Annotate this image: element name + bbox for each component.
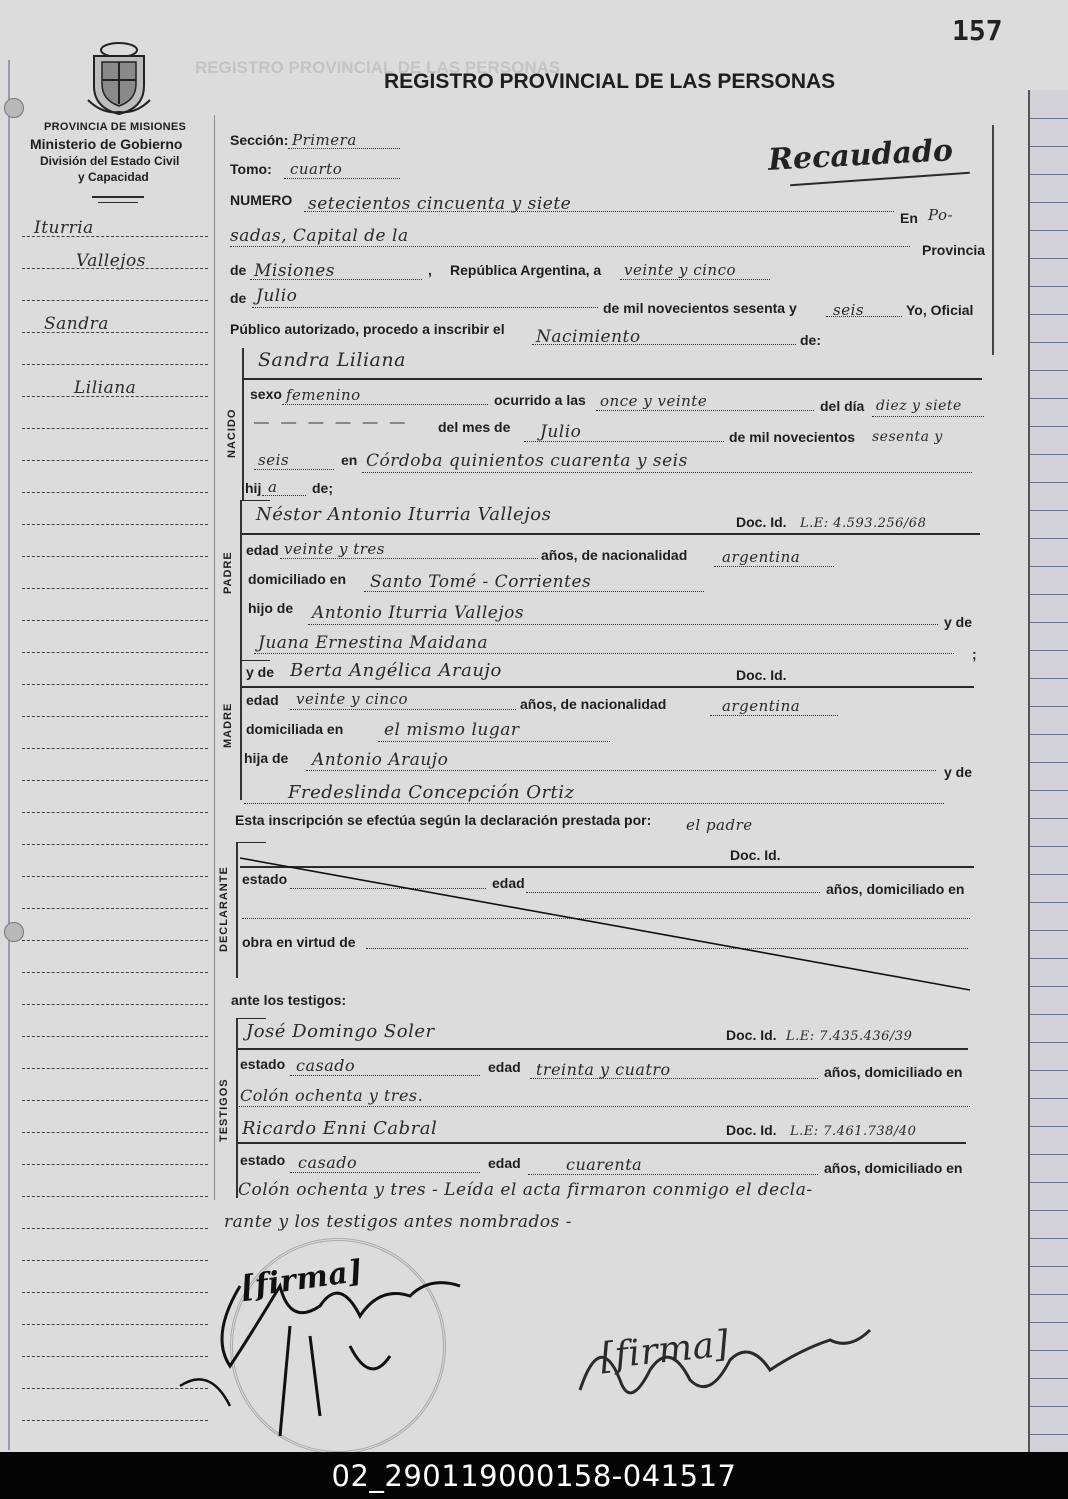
section-top-rule	[236, 1018, 266, 1019]
dotted-fill	[596, 410, 814, 411]
madre-dom-value: el mismo lugar	[384, 720, 520, 740]
letterhead-province: PROVINCIA DE MISIONES	[44, 121, 187, 133]
dotted-fill	[254, 469, 334, 470]
ruled-line	[1030, 1098, 1068, 1099]
declarante-estado-label: estado	[242, 871, 288, 887]
testigo2-edad-label: edad	[488, 1155, 521, 1171]
margin-line	[22, 620, 208, 621]
ruled-line	[1030, 1406, 1068, 1407]
hij-label: hij	[245, 480, 262, 496]
testigo1-anios-dom: años, domiciliado en	[824, 1064, 963, 1080]
madre-edad-value: veinte y cinco	[296, 690, 409, 708]
ruled-line	[1030, 482, 1068, 483]
testigo1-nombre: José Domingo Soler	[246, 1021, 435, 1042]
padre-edad-value: veinte y tres	[284, 540, 385, 558]
declarante-anios-dom: años, domiciliado en	[826, 881, 965, 897]
signature-1: [firma]	[238, 1253, 366, 1306]
del-dia-label: del día	[820, 398, 865, 414]
provincia-label: Provincia	[922, 242, 986, 258]
ruled-line	[1030, 538, 1068, 539]
mes-label: del mes de	[438, 419, 511, 435]
seccion-label: Sección:	[230, 132, 289, 148]
margin-line	[22, 972, 208, 973]
anio-value: seis	[833, 301, 865, 319]
madre-y-de-2: y de	[944, 764, 973, 780]
declarante-edad-label: edad	[492, 875, 525, 891]
madre-doc-label: Doc. Id.	[736, 667, 787, 683]
ruled-line	[1030, 1350, 1068, 1351]
ruled-line	[1030, 1378, 1068, 1379]
margin-line	[22, 588, 208, 589]
madre-madre-nombre: Fredeslinda Concepción Ortiz	[288, 782, 575, 803]
name-rule	[242, 533, 980, 535]
ruled-line	[1030, 650, 1068, 651]
seccion-value: Primera	[292, 131, 357, 149]
dotted-fill	[362, 472, 972, 473]
de-label: de	[230, 262, 247, 278]
cancel-stroke	[236, 840, 976, 992]
de-label-2: de	[230, 290, 247, 306]
ruled-line	[1030, 1238, 1068, 1239]
ruled-line	[1030, 902, 1068, 903]
dotted-fill	[306, 770, 936, 771]
ruled-line	[1030, 818, 1068, 819]
testigo2-edad-value: cuarenta	[566, 1155, 643, 1174]
margin-line	[22, 876, 208, 877]
madre-nac-label: años, de nacionalidad	[520, 696, 667, 712]
margin-line	[22, 1036, 208, 1037]
numero-label: NUMERO	[230, 192, 293, 208]
margin-line	[22, 1228, 208, 1229]
testigo2-doc-value: L.E: 7.461.738/40	[790, 1124, 917, 1139]
margin-line	[22, 908, 208, 909]
section-label-testigos: TESTIGOS	[218, 1078, 230, 1142]
margin-line	[22, 1068, 208, 1069]
dotted-fill	[620, 279, 770, 280]
ruled-line	[1030, 1126, 1068, 1127]
ruled-line	[1030, 426, 1068, 427]
name-rule	[242, 686, 974, 688]
margin-line	[22, 684, 208, 685]
hij-value: a	[268, 478, 278, 496]
padre-y-de: y de	[944, 614, 973, 630]
madre-hija-value: Antonio Araujo	[312, 750, 449, 770]
ruled-line	[1030, 846, 1068, 847]
padre-madre-nombre: Juana Ernestina Maidana	[258, 633, 488, 653]
ruled-line	[1030, 678, 1068, 679]
madre-nac-value: argentina	[722, 697, 801, 715]
signature-1-stroke	[170, 1246, 490, 1446]
declarante-doc-label: Doc. Id.	[730, 847, 781, 863]
margin-line	[22, 748, 208, 749]
section-top-rule	[240, 660, 270, 661]
margin-surname-1: Iturria	[34, 218, 94, 238]
ruled-line	[1030, 146, 1068, 147]
en-label: En	[900, 210, 918, 226]
margin-line	[22, 844, 208, 845]
ruled-line	[1030, 1294, 1068, 1295]
comma: ,	[428, 262, 432, 278]
margin-line	[22, 460, 208, 461]
dotted-fill	[530, 1078, 818, 1079]
closing-line-2: rante y los testigos antes nombrados -	[224, 1212, 572, 1232]
publico-label: Público autorizado, procedo a inscribir el	[230, 321, 505, 337]
ruled-line	[1030, 1182, 1068, 1183]
margin-line	[22, 364, 208, 365]
section-rule	[242, 348, 244, 500]
en-lugar-label: en	[341, 452, 358, 468]
dotted-fill	[254, 653, 954, 654]
margin-given-name-2: Liliana	[74, 378, 137, 398]
anio-nacimiento-value-2: seis	[258, 451, 290, 469]
binder-hole	[4, 98, 24, 118]
ruled-line	[1030, 594, 1068, 595]
padre-nombre: Néstor Antonio Iturria Vallejos	[256, 504, 552, 525]
dotted-fill	[250, 279, 422, 280]
acto-value: Nacimiento	[536, 327, 641, 347]
ruled-line	[1030, 454, 1068, 455]
dotted-fill	[262, 495, 306, 496]
dotted-fill	[364, 591, 704, 592]
margin-line	[22, 1004, 208, 1005]
declarante-obra-label: obra en virtud de	[242, 934, 356, 950]
dotted-fill	[282, 404, 488, 405]
padre-dom-value: Santo Tomé - Corrientes	[370, 572, 592, 592]
madre-hija-label: hija de	[244, 750, 289, 766]
ante-testigos-label: ante los testigos:	[231, 992, 347, 1008]
name-rule	[238, 1142, 966, 1144]
declaracion-value: el padre	[686, 816, 753, 834]
dotted-fill	[290, 1172, 480, 1173]
margin-line	[22, 1100, 208, 1101]
letterhead-ministry: Ministerio de Gobierno	[30, 136, 183, 152]
coat-of-arms-icon	[84, 40, 154, 116]
dotted-fill	[230, 246, 910, 247]
ruled-line	[1030, 314, 1068, 315]
mes-value: Julio	[256, 286, 298, 306]
faded-header: REGISTRO PROVINCIAL DE LAS PERSONAS	[195, 58, 561, 77]
testigo1-estado-label: estado	[240, 1056, 286, 1072]
margin-line	[22, 524, 208, 525]
section-label-declarante: DECLARANTE	[218, 866, 230, 952]
testigo1-estado-value: casado	[296, 1056, 356, 1075]
madre-y-de: y de	[246, 664, 275, 680]
dotted-fill	[826, 316, 902, 317]
ruled-line	[1030, 118, 1068, 119]
footer-identifier: 02_290119000158-041517	[0, 1452, 1068, 1499]
testigo2-anios-dom: años, domiciliado en	[824, 1160, 963, 1176]
madre-dom-label: domiciliada en	[246, 721, 344, 737]
ruled-line	[1030, 1322, 1068, 1323]
form-vertical-rule	[214, 115, 215, 1200]
margin-line	[22, 556, 208, 557]
margin-line	[22, 428, 208, 429]
dotted-fill	[284, 178, 400, 179]
dotted-fill	[252, 307, 598, 308]
ruled-line	[1030, 706, 1068, 707]
ruled-line	[1030, 258, 1068, 259]
mil-nacimiento-label: de mil novecientos	[729, 429, 856, 445]
padre-doc-value: L.E: 4.593.256/68	[800, 516, 927, 531]
ruled-line	[1030, 1266, 1068, 1267]
ruled-line	[1030, 734, 1068, 735]
name-rule	[238, 1048, 968, 1050]
ruled-line	[1030, 1154, 1068, 1155]
ruled-line	[1030, 874, 1068, 875]
provincia-value: Misiones	[254, 261, 335, 281]
ruled-line	[1030, 1434, 1068, 1435]
dotted-fill	[528, 1174, 818, 1175]
margin-line	[22, 780, 208, 781]
margin-line	[22, 1164, 208, 1165]
ruled-line	[1030, 1014, 1068, 1015]
ruled-line	[1030, 510, 1068, 511]
dia-nacimiento-value: diez y siete	[876, 398, 962, 414]
margin-line	[22, 652, 208, 653]
dotted-fill	[236, 1106, 970, 1107]
dotted-fill	[290, 709, 516, 710]
dotted-fill	[714, 566, 834, 567]
sexo-label: sexo	[250, 386, 282, 402]
letterhead-division-1: División del Estado Civil	[40, 154, 180, 168]
madre-edad-label: edad	[246, 692, 279, 708]
yo-oficial-label: Yo, Oficial	[906, 302, 974, 318]
right-frame-rule	[992, 125, 994, 355]
ruled-line	[1030, 986, 1068, 987]
tomo-label: Tomo:	[230, 161, 272, 177]
testigo1-dom-value: Colón ochenta y tres.	[240, 1086, 424, 1105]
mil-label: de mil novecientos sesenta y	[603, 300, 797, 316]
margin-line	[22, 300, 208, 301]
dia-value: veinte y cinco	[624, 261, 737, 279]
ruled-line	[1030, 342, 1068, 343]
left-margin-rule	[8, 60, 10, 1450]
padre-semicolon: ;	[972, 646, 977, 662]
de-colon-label: de:	[800, 332, 821, 348]
testigo1-doc-value: L.E: 7.435.436/39	[786, 1029, 913, 1044]
letterhead-rule	[98, 202, 138, 203]
dotted-fill	[710, 715, 838, 716]
de-semicolon: de;	[312, 480, 333, 496]
padre-nac-label: años, de nacionalidad	[541, 547, 688, 563]
ruled-line	[1030, 622, 1068, 623]
testigo2-doc-label: Doc. Id.	[726, 1122, 777, 1138]
closing-line-1: Colón ochenta y tres - Leída el acta firmaron conmigo el decla-	[238, 1180, 813, 1200]
ruled-line	[1030, 1070, 1068, 1071]
right-page-edge	[1028, 90, 1068, 1452]
testigo2-estado-value: casado	[298, 1153, 358, 1172]
section-rule	[240, 500, 242, 660]
testigo2-estado-label: estado	[240, 1152, 286, 1168]
declaracion-text: Esta inscripción se efectúa según la declaración prestada por:	[235, 812, 652, 828]
margin-line	[22, 492, 208, 493]
page-number: 157	[952, 14, 1003, 47]
padre-edad-label: edad	[246, 542, 279, 558]
ocurrido-label: ocurrido a las	[494, 392, 586, 408]
name-rule	[242, 378, 982, 380]
lugar-value: Córdoba quinientos cuarenta y seis	[366, 451, 688, 471]
ruled-line	[1030, 370, 1068, 371]
section-label-madre: MADRE	[222, 702, 234, 748]
ruled-line	[1030, 762, 1068, 763]
dotted-fill	[288, 148, 400, 149]
dotted-fill	[378, 741, 610, 742]
section-label-padre: PADRE	[222, 551, 234, 594]
margin-line	[22, 1132, 208, 1133]
padre-doc-label: Doc. Id.	[736, 514, 787, 530]
margin-given-name-1: Sandra	[44, 314, 109, 334]
testigo1-doc-label: Doc. Id.	[726, 1027, 777, 1043]
en-value-2: sadas, Capital de la	[230, 226, 409, 246]
dotted-fill	[532, 344, 796, 345]
document-title: REGISTRO PROVINCIAL DE LAS PERSONAS	[384, 70, 836, 93]
ruled-line	[1030, 202, 1068, 203]
ruled-line	[1030, 1210, 1068, 1211]
republica-label: República Argentina, a	[450, 262, 602, 278]
testigo1-edad-value: treinta y cuatro	[536, 1060, 671, 1079]
dash-fill: — — — — — —	[254, 414, 409, 431]
section-rule	[240, 660, 242, 800]
margin-line	[22, 1196, 208, 1197]
signature-2: [firma]	[598, 1323, 732, 1378]
letterhead-division-2: y Capacidad	[78, 170, 149, 184]
mes-nacimiento-value: Julio	[540, 422, 582, 442]
dotted-fill	[524, 441, 724, 442]
tomo-value: cuarto	[290, 160, 343, 178]
margin-line	[22, 716, 208, 717]
padre-hijo-value: Antonio Iturria Vallejos	[312, 603, 525, 623]
section-top-rule	[240, 500, 270, 501]
margin-surname-2: Vallejos	[76, 251, 147, 271]
dotted-fill	[290, 1075, 480, 1076]
section-label-nacido: NACIDO	[226, 408, 238, 458]
dotted-fill	[244, 803, 944, 804]
signature-2-stroke	[560, 1310, 880, 1430]
margin-line	[22, 940, 208, 941]
ruled-line	[1030, 174, 1068, 175]
sexo-value: femenino	[286, 386, 361, 404]
numero-value: setecientos cincuenta y siete	[308, 194, 572, 214]
dotted-fill	[872, 416, 984, 417]
ruled-line	[1030, 790, 1068, 791]
padre-dom-label: domiciliado en	[248, 571, 347, 587]
anio-nacimiento-value-1: sesenta y	[872, 429, 943, 445]
letterhead-rule	[92, 196, 144, 198]
hora-value: once y veinte	[600, 392, 708, 410]
section-rule	[236, 1018, 238, 1198]
ruled-line	[1030, 398, 1068, 399]
en-value-1: Po-	[928, 206, 954, 224]
ruled-line	[1030, 230, 1068, 231]
ruled-line	[1030, 566, 1068, 567]
dotted-fill	[308, 624, 938, 625]
margin-line	[22, 812, 208, 813]
testigo2-nombre: Ricardo Enni Cabral	[242, 1118, 438, 1139]
ruled-line	[1030, 930, 1068, 931]
margin-stamp: Recaudado	[767, 133, 954, 178]
madre-nombre: Berta Angélica Araujo	[290, 660, 502, 681]
ruled-line	[1030, 1042, 1068, 1043]
dotted-fill	[280, 558, 538, 559]
binder-hole	[4, 922, 24, 942]
nacido-nombre: Sandra Liliana	[258, 349, 406, 371]
padre-hijo-label: hijo de	[248, 600, 294, 616]
ruled-line	[1030, 958, 1068, 959]
dotted-fill	[304, 211, 894, 212]
testigo1-edad-label: edad	[488, 1059, 521, 1075]
padre-nac-value: argentina	[722, 548, 801, 566]
ruled-line	[1030, 286, 1068, 287]
